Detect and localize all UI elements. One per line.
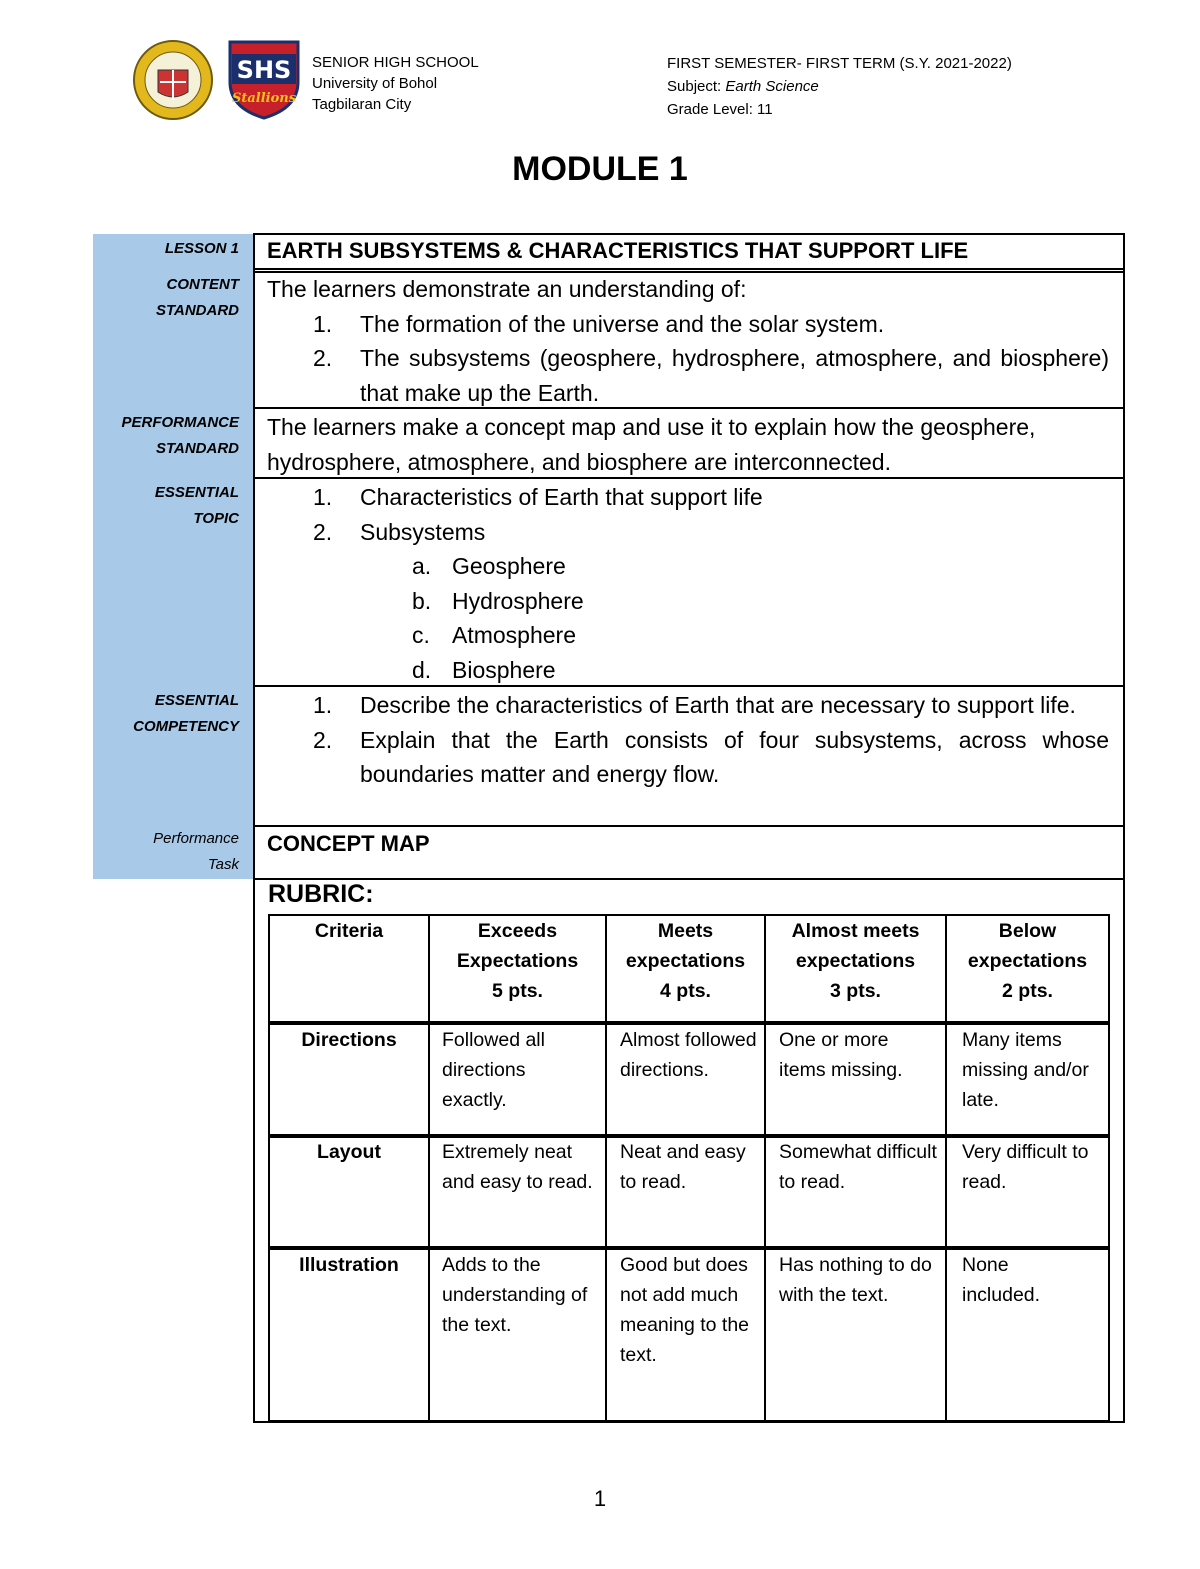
competency-label-line1: ESSENTIAL <box>154 692 239 709</box>
table-line-left <box>253 233 255 1423</box>
topic-item: 2. Subsystems <box>313 518 486 545</box>
competency-item: 1. Describe the characteristics of Earth that are necessary to support life. <box>313 692 1076 718</box>
topic-subitem: a. Geosphere <box>412 553 566 579</box>
rubric-table <box>268 914 1110 1422</box>
performance-standard-label <box>84 410 239 462</box>
table-line-right <box>1123 233 1125 1423</box>
rubric-cell: Many items missing and/or late. <box>962 1029 1089 1111</box>
task-label-line2: Task <box>207 856 239 873</box>
lesson-label: LESSON 1 <box>164 240 239 257</box>
stallions-logo-text: Stallions <box>231 91 297 106</box>
performance-label-line2: STANDARD <box>155 440 239 457</box>
page-number: 1 <box>593 1486 607 1511</box>
shs-stallions-logo <box>224 36 304 120</box>
rubric-cell: None included. <box>962 1254 1041 1306</box>
topic-label-line2: TOPIC <box>193 510 239 527</box>
rubric-cell: Has nothing to do with the text. <box>779 1254 932 1306</box>
rubric-header-almost: Almost meets expectations 3 pts. <box>791 920 920 1002</box>
competency-label-line2: COMPETENCY <box>133 718 239 735</box>
rubric-cell: Almost followed directions. <box>620 1029 757 1081</box>
performance-task-label <box>84 826 239 878</box>
topic-subitem: b. Hydrosphere <box>412 587 584 614</box>
label-column <box>93 234 253 879</box>
rubric-header-below: Below expectations 2 pts. <box>967 920 1088 1002</box>
essential-topic-label <box>84 480 239 532</box>
school-line-1: SENIOR HIGH SCHOOL <box>312 54 479 71</box>
rubric-header-exceeds: Exceeds Expectations 5 pts. <box>456 920 579 1002</box>
performance-standard-cell: The learners make a concept map and use it to explain how the geosphere, hydrosphere, atmosphere, and biosphere are interconnected. <box>267 414 1036 475</box>
university-of-bohol-seal <box>128 40 218 120</box>
rubric-cell: Somewhat difficult to read. <box>779 1141 937 1193</box>
content-standard-label <box>84 272 239 324</box>
subject-label: Subject: <box>667 78 726 95</box>
content-standard-cell <box>267 272 1109 410</box>
content-intro: The learners demonstrate an understanding of: <box>267 276 747 302</box>
school-info <box>312 52 479 115</box>
shs-logo-text: SHS <box>236 56 292 84</box>
rubric-cell: Neat and easy to read. <box>620 1141 746 1193</box>
rubric-cell: Followed all directions exactly. <box>442 1029 545 1111</box>
essential-competency-cell <box>267 688 1109 792</box>
rubric-criteria-layout: Layout <box>317 1141 381 1163</box>
school-line-2: University of Bohol <box>312 75 438 92</box>
rubric-criteria-illustration: Illustration <box>299 1254 399 1276</box>
rubric-title: RUBRIC: <box>268 880 374 908</box>
content-item: 2. The subsystems (geosphere, hydrosphere, atmosphere, and biosphere) that make up the Earth. <box>313 345 1109 406</box>
performance-label-line1: PERFORMANCE <box>121 414 239 431</box>
grade-line: Grade Level: 11 <box>667 101 773 118</box>
lesson-title: EARTH SUBSYSTEMS & CHARACTERISTICS THAT SUPPORT LIFE <box>267 238 969 263</box>
rubric-cell: One or more items missing. <box>779 1029 903 1081</box>
semester-line: FIRST SEMESTER- FIRST TERM (S.Y. 2021-2022) <box>667 55 1012 72</box>
subject-line <box>667 75 1012 98</box>
rubric-cell: Good but does not add much meaning to the text. <box>620 1254 750 1366</box>
content-label-line1: CONTENT <box>166 276 239 293</box>
content-label-line2: STANDARD <box>155 302 239 319</box>
topic-label-line1: ESSENTIAL <box>154 484 239 501</box>
topic-subitem: d. Biosphere <box>412 656 556 683</box>
rubric-header-meets: Meets expectations 4 pts. <box>625 920 746 1002</box>
topic-subitem: c. Atmosphere <box>412 622 577 648</box>
essential-topic-cell <box>267 480 1109 687</box>
module-title: MODULE 1 <box>512 150 688 188</box>
competency-item: 2. Explain that the Earth consists of four subsystems, across whose boundaries matter and energy flow. <box>313 726 1109 787</box>
rubric-cell: Extremely neat and easy to read. <box>442 1141 593 1193</box>
school-line-3: Tagbilaran City <box>312 96 412 113</box>
rubric-criteria-directions: Directions <box>301 1029 397 1051</box>
task-label-line1: Performance <box>153 830 239 847</box>
rubric-cell: Very difficult to read. <box>962 1141 1089 1193</box>
rubric-header-criteria: Criteria <box>314 920 384 942</box>
essential-competency-label <box>84 688 239 740</box>
performance-task-value: CONCEPT MAP <box>267 831 430 856</box>
table-line <box>253 878 1125 880</box>
rubric-cell: Adds to the understanding of the text. <box>442 1254 588 1336</box>
term-info <box>667 52 1012 121</box>
content-item: 1. The formation of the universe and the solar system. <box>313 310 885 337</box>
subject-value: Earth Science <box>725 78 819 95</box>
topic-item: 1. Characteristics of Earth that support life <box>313 484 763 510</box>
